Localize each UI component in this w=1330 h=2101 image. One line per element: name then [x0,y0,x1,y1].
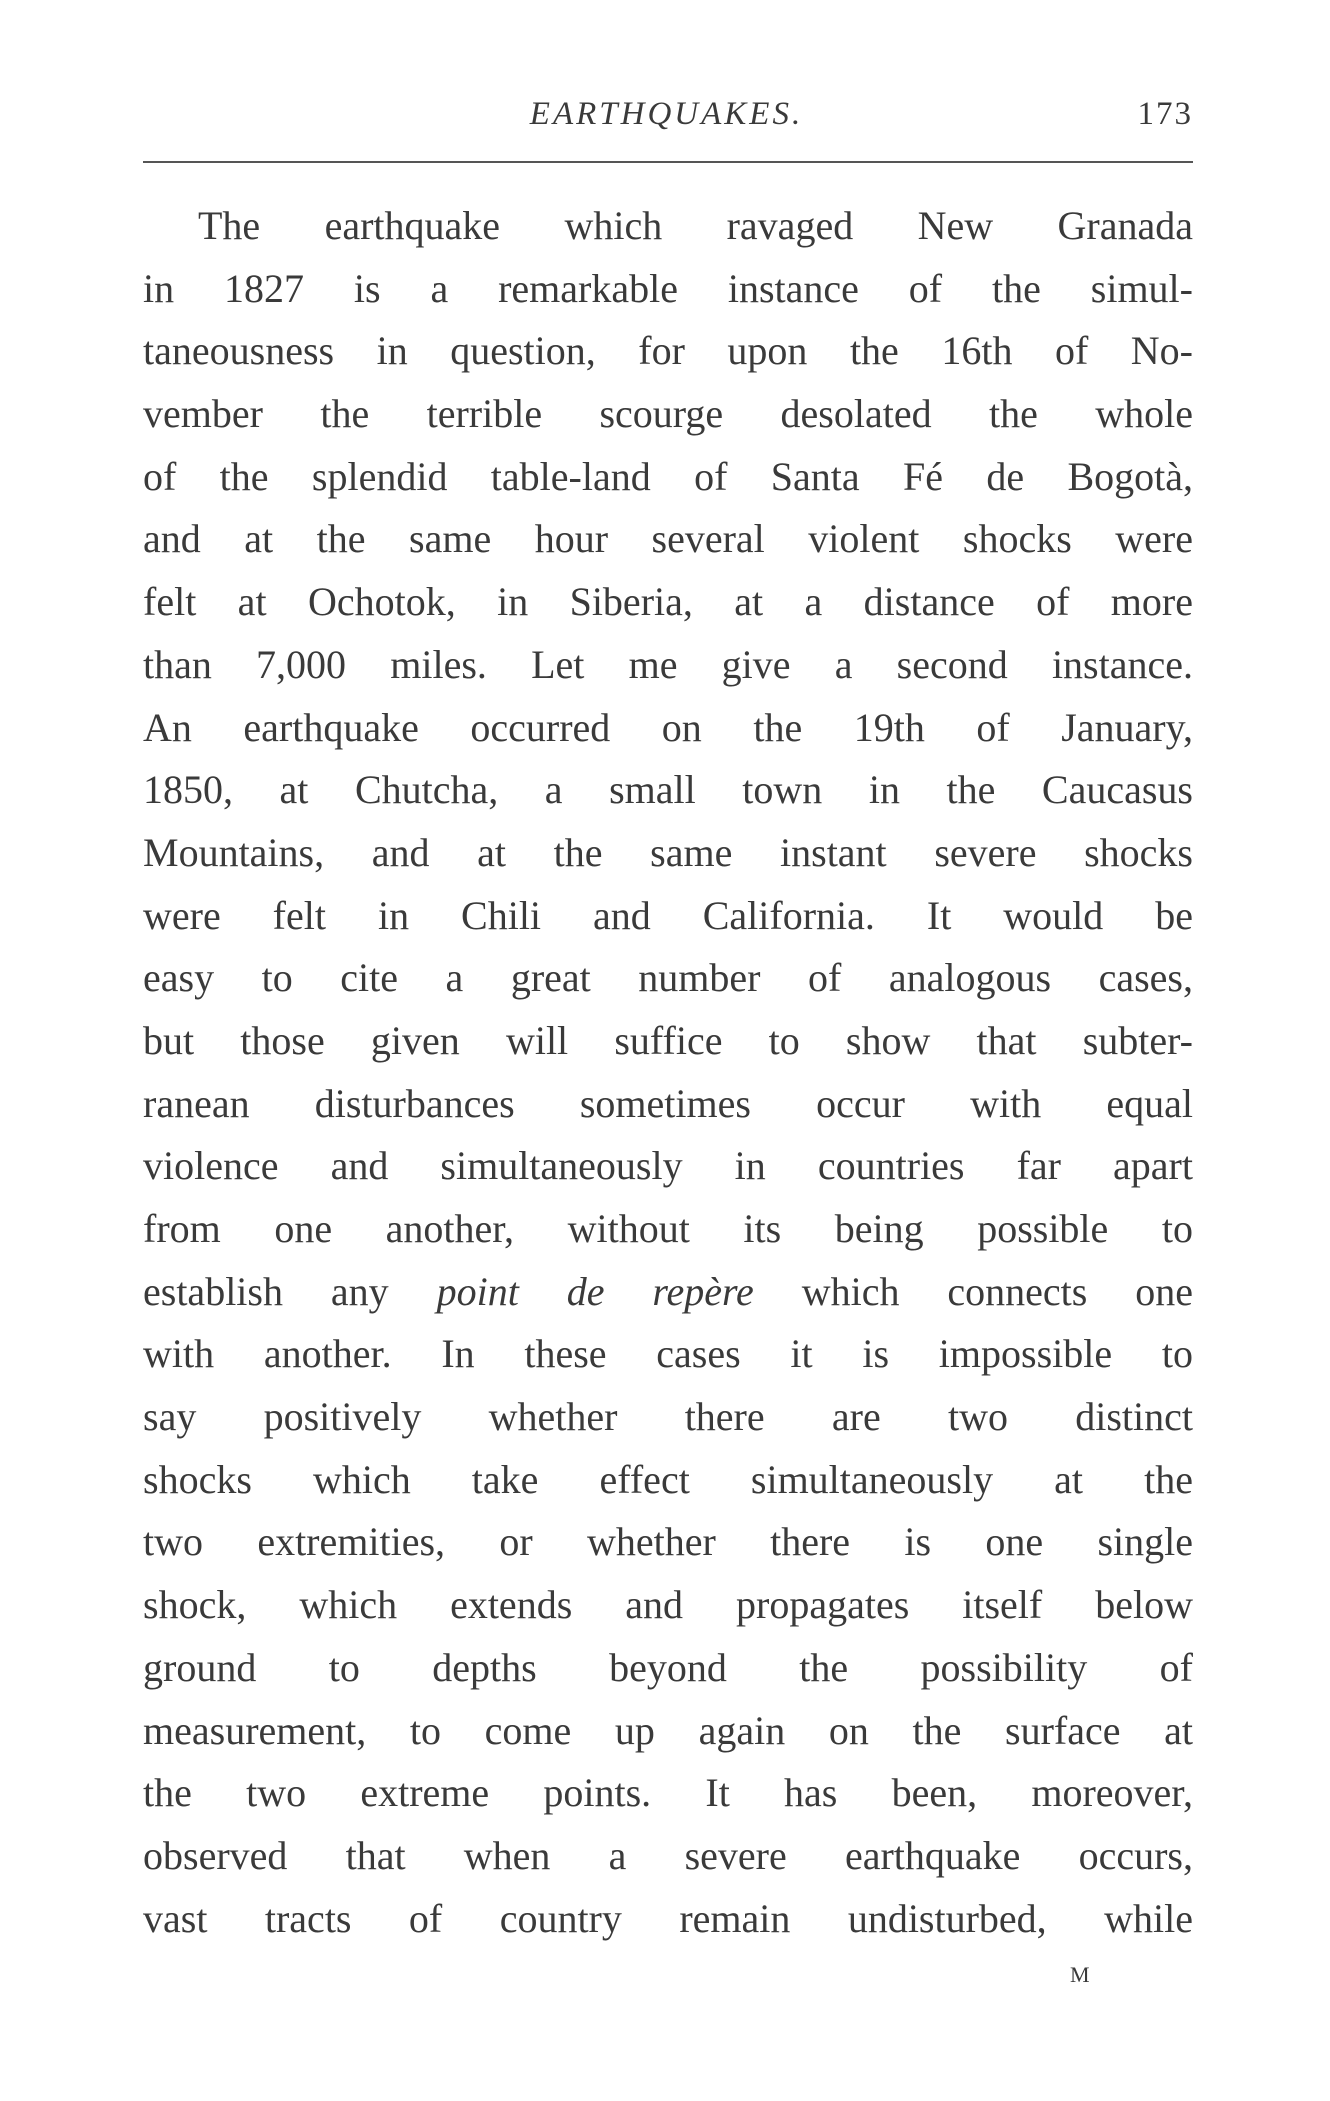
italic-phrase: point de repère [436,1268,754,1314]
body-text [143,195,1193,1950]
text-line: vast tracts of country remain undisturbed, while [143,1895,1193,1941]
text-line: observed that when a severe earthquake occurs, [143,1832,1193,1878]
text-segment: establish any [143,1268,437,1314]
text-line: in 1827 is a remarkable instance of the simul- [143,265,1193,311]
running-title: EARTHQUAKES. [529,96,804,132]
text-line: say positively whether there are two distinct [143,1394,1193,1440]
text-line: An earthquake occurred on the 19th of January, [143,704,1193,750]
text-line: but those given will suffice to show that subter- [143,1017,1193,1063]
text-line: easy to cite a great number of analogous cases, [143,955,1193,1001]
text-line: ground to depths beyond the possibility of [143,1644,1193,1690]
page-number: 173 [1137,96,1193,132]
text-line: than 7,000 miles. Let me give a second instance. [143,641,1193,687]
text-line: The earthquake which ravaged New Granada [198,203,1193,248]
text-line: with another. In these cases it is impossible to [143,1331,1193,1377]
text-line: and at the same hour several violent shocks were [143,516,1193,562]
text-line: measurement, to come up again on the surface at [143,1707,1193,1753]
text-line: Mountains, and at the same instant severe shocks [143,829,1193,875]
text-line: felt at Ochotok, in Siberia, at a distance of more [143,579,1193,625]
text-line: taneousness in question, for upon the 16th of No- [143,328,1193,374]
text-line: were felt in Chili and California. It would be [143,892,1193,938]
text-line: from one another, without its being possible to [143,1206,1193,1251]
text-line: violence and simultaneously in countries far apart [143,1143,1193,1189]
signature-mark: M [1070,1962,1091,1987]
text-line: two extremities, or whether there is one single [143,1519,1193,1565]
text-line: of the splendid table-land of Santa Fé de Bogotà, [143,453,1193,499]
text-segment: which connects one [753,1268,1194,1314]
running-head [140,96,1193,140]
text-line: 1850, at Chutcha, a small town in the Caucasus [143,767,1193,813]
text-line: shock, which extends and propagates itself below [143,1582,1193,1628]
text-line: ranean disturbances sometimes occur with equal [143,1080,1193,1126]
text-line: the two extreme points. It has been, moreover, [143,1770,1193,1816]
text-line: vember the terrible scourge desolated the whole [143,391,1193,437]
text-line: shocks which take effect simultaneously at the [143,1456,1193,1502]
header-rule [143,161,1193,163]
text-line-with-italic [143,1261,1193,1324]
